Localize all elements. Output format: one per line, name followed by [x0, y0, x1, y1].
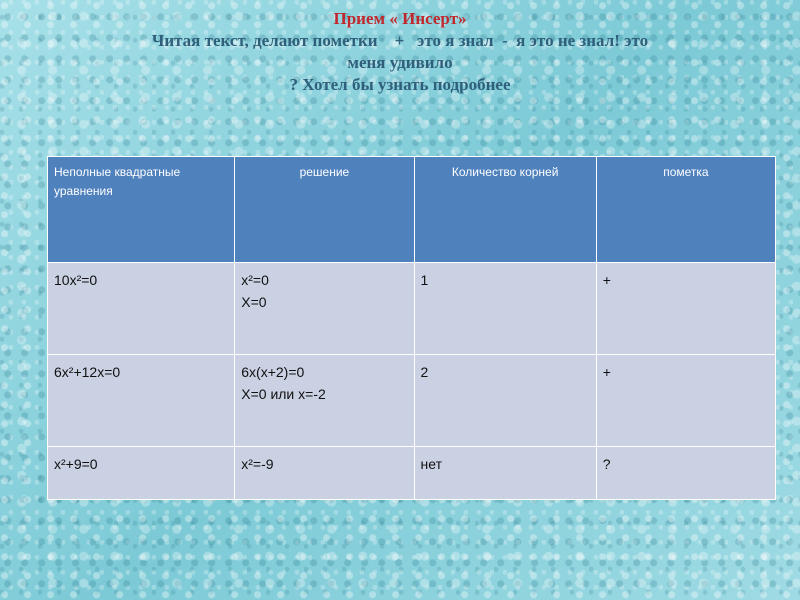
- roots-cell: 2: [414, 354, 596, 446]
- table-row: [48, 262, 776, 354]
- header-equation: Неполные квадратные уравнения: [48, 157, 235, 263]
- equation-cell: 6х²+12х=0: [48, 354, 235, 446]
- equation-cell: 10х²=0: [48, 262, 235, 354]
- equation-cell: х²+9=0: [48, 446, 235, 499]
- mark-cell: +: [596, 354, 775, 446]
- equations-table: [47, 156, 776, 500]
- slide-header: [0, 8, 800, 96]
- mark-cell: +: [596, 262, 775, 354]
- header-roots-count: Количество корней: [414, 157, 596, 263]
- solution-line: Х=0: [241, 293, 267, 310]
- slide-title: Прием « Инсерт»: [333, 9, 467, 28]
- table-row: [48, 354, 776, 446]
- instruction-line-3: ? Хотел бы узнать подробнее: [289, 75, 511, 94]
- table-header-row: [48, 157, 776, 263]
- solution-line: 6х(х+2)=0: [241, 363, 305, 380]
- solution-line: х²=-9: [241, 455, 274, 472]
- mark-cell: ?: [596, 446, 775, 499]
- roots-cell: 1: [414, 262, 596, 354]
- solution-line: х²=0: [241, 271, 269, 288]
- solution-cell: [235, 446, 414, 499]
- solution-cell: [235, 354, 414, 446]
- roots-cell: нет: [414, 446, 596, 499]
- solution-cell: [235, 262, 414, 354]
- header-mark: пометка: [596, 157, 775, 263]
- header-solution: решение: [235, 157, 414, 263]
- solution-line: Х=0 или х=-2: [241, 385, 326, 402]
- instruction-line-1: Читая текст, делают пометки + это я знал - я это не знал! это: [151, 31, 649, 50]
- table-row: [48, 446, 776, 499]
- instruction-line-2: меня удивило: [347, 53, 453, 72]
